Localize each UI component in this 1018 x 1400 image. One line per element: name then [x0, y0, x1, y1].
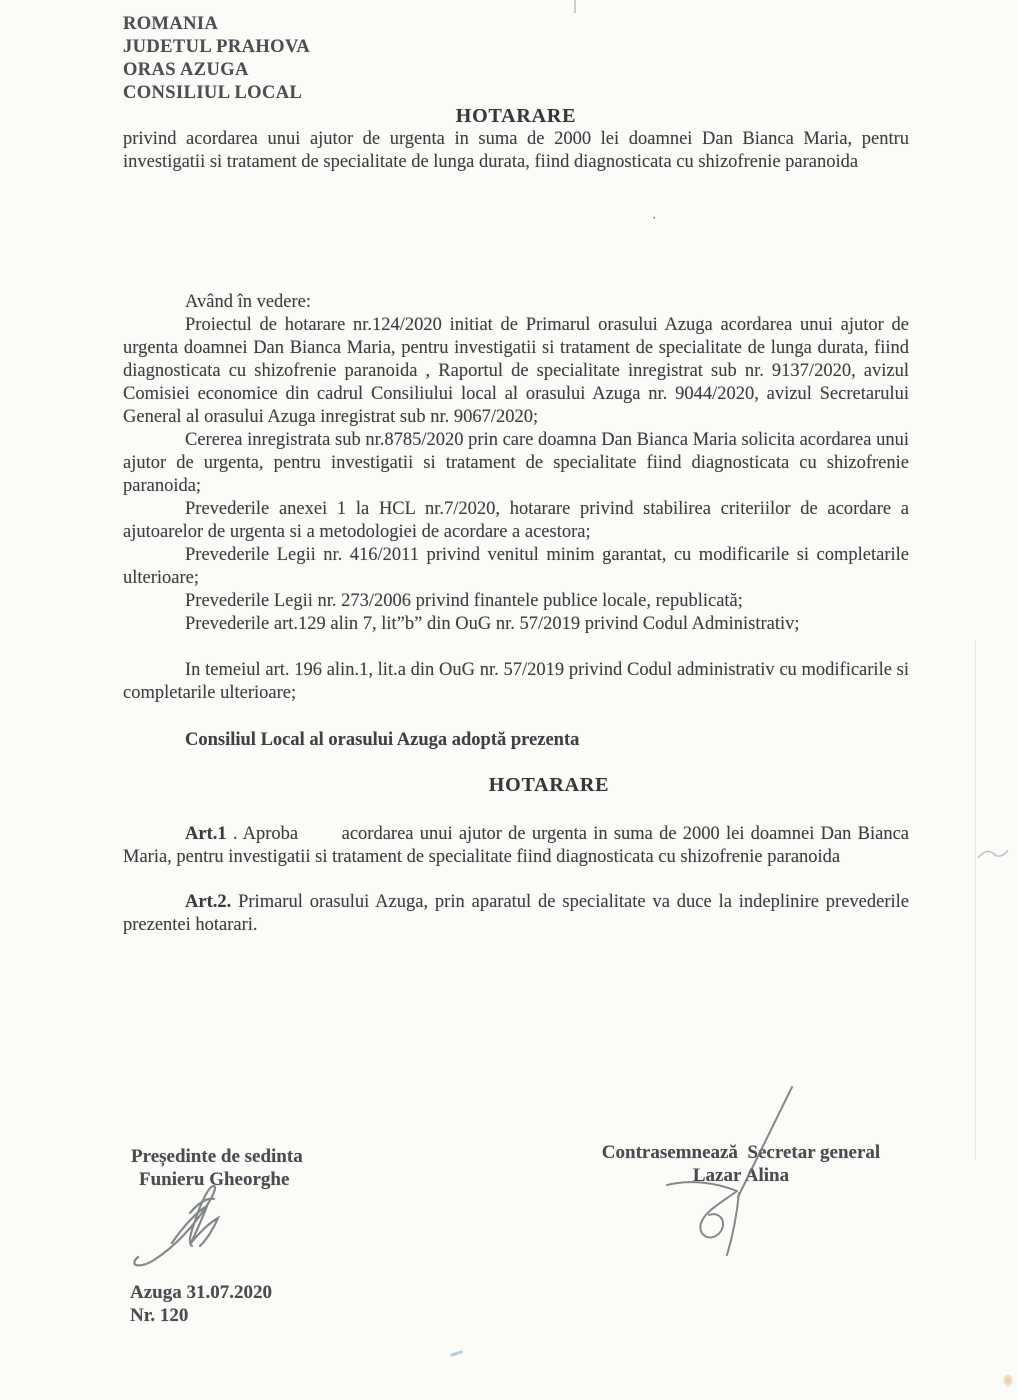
- document-footer: [130, 1281, 272, 1327]
- document-title: HOTARARE: [455, 105, 577, 127]
- recital-art-129: Prevederile art.129 alin 7, lit”b” din OuG nr. 57/2019 privind Codul Administrativ;: [185, 614, 800, 634]
- letterhead-town: ORAS AZUGA: [123, 60, 249, 80]
- recital-annex-hcl: Prevederile anexei 1 la HCL nr.7/2020, hotarare privind stabilirea criteriilor de acordare a ajutoarelor de urgenta si a metodologiei de acordare a acestora;: [123, 499, 909, 542]
- lei-superscript-mark: ·: [652, 210, 657, 225]
- letterhead-county: JUDETUL PRAHOVA: [123, 37, 311, 57]
- article-2-text: Primarul orasului Azuga, prin aparatul de specialitate va duce la indeplinire prevederile prezentei hotarari.: [123, 892, 909, 935]
- secretary-name: Lazar Alina: [692, 1165, 790, 1186]
- recital-request: Cererea inregistrata sub nr.8785/2020 prin care doamna Dan Bianca Maria solicita acordarea unui ajutor de urgenta, pentru investigatii si tratament de specialitate fiind diagnosticata cu shizofrenie paranoida;: [123, 430, 909, 496]
- considering-label: Având în vedere:: [185, 292, 312, 312]
- article-1-text: . Aproba acordarea unui ajutor de urgenta in suma de 2000 lei doamnei Dan Bianca Maria, pentru investigatii si tratament de specialitate fiind diagnosticata cu shizofrenie paranoida: [123, 824, 909, 867]
- letterhead: [123, 13, 909, 105]
- letterhead-council: CONSILIUL LOCAL: [123, 83, 303, 103]
- president-role: Președinte de sedinta: [131, 1146, 303, 1167]
- decision-title: HOTARARE: [488, 774, 610, 796]
- signature-block-secretary: [595, 1141, 887, 1187]
- scan-edge-mark: [574, 0, 576, 13]
- scan-pen-squiggle: [976, 842, 1010, 868]
- article-1: [123, 823, 909, 869]
- president-name: Funieru Gheorghe: [139, 1169, 290, 1190]
- preamble-text: privind acordarea unui ajutor de urgenta in suma de 2000 lei doamnei Dan Bianca Maria, pentru investigatii si tratament de specialitate de lunga durata, fiind diagnosticata cu shizofrenie paranoida: [123, 129, 909, 172]
- secretary-role: Contrasemnează Secretar general: [601, 1142, 881, 1163]
- article-2: [123, 891, 909, 937]
- footer-place-date: Azuga 31.07.2020: [130, 1282, 272, 1303]
- recital-law-273: Prevederile Legii nr. 273/2006 privind finantele publice locale, republicată;: [185, 591, 743, 611]
- recital-law-416: Prevederile Legii nr. 416/2011 privind venitul minim garantat, cu modificarile si completarile ulterioare;: [123, 545, 909, 588]
- scan-blue-speck: [450, 1350, 463, 1357]
- enactment-clause: Consiliul Local al orasului Azuga adoptă prezenta: [185, 730, 580, 750]
- document-body: [123, 13, 909, 937]
- article-1-label: Art.1: [185, 824, 227, 844]
- article-2-label: Art.2.: [185, 892, 232, 912]
- recital-project: Proiectul de hotarare nr.124/2020 initiat de Primarul orasului Azuga acordarea unui ajutor de urgenta doamnei Dan Bianca Maria, pentru investigatii si tratament de specialitate de lunga durata, fiind diagnosticata cu shizofrenie paranoida , Raportul de specialitate inregistrat sub nr. 9137/2020, avizul Comisiei economice din cadrul Consiliului local al orasului Azuga nr. 9044/2020, avizul Secretarului General al orasului Azuga inregistrat sub nr. 9067/2020;: [123, 315, 909, 427]
- letterhead-country: ROMANIA: [123, 14, 219, 34]
- scan-tan-speck: [1003, 1374, 1013, 1387]
- legal-basis: In temeiul art. 196 alin.1, lit.a din OuG nr. 57/2019 privind Codul administrativ cu modificarile si completarile ulterioare;: [123, 660, 909, 703]
- scan-fold-line: [975, 640, 976, 1160]
- president-handwritten-signature: [128, 1183, 288, 1273]
- signature-block-president: [131, 1145, 303, 1191]
- footer-number: Nr. 120: [130, 1305, 189, 1326]
